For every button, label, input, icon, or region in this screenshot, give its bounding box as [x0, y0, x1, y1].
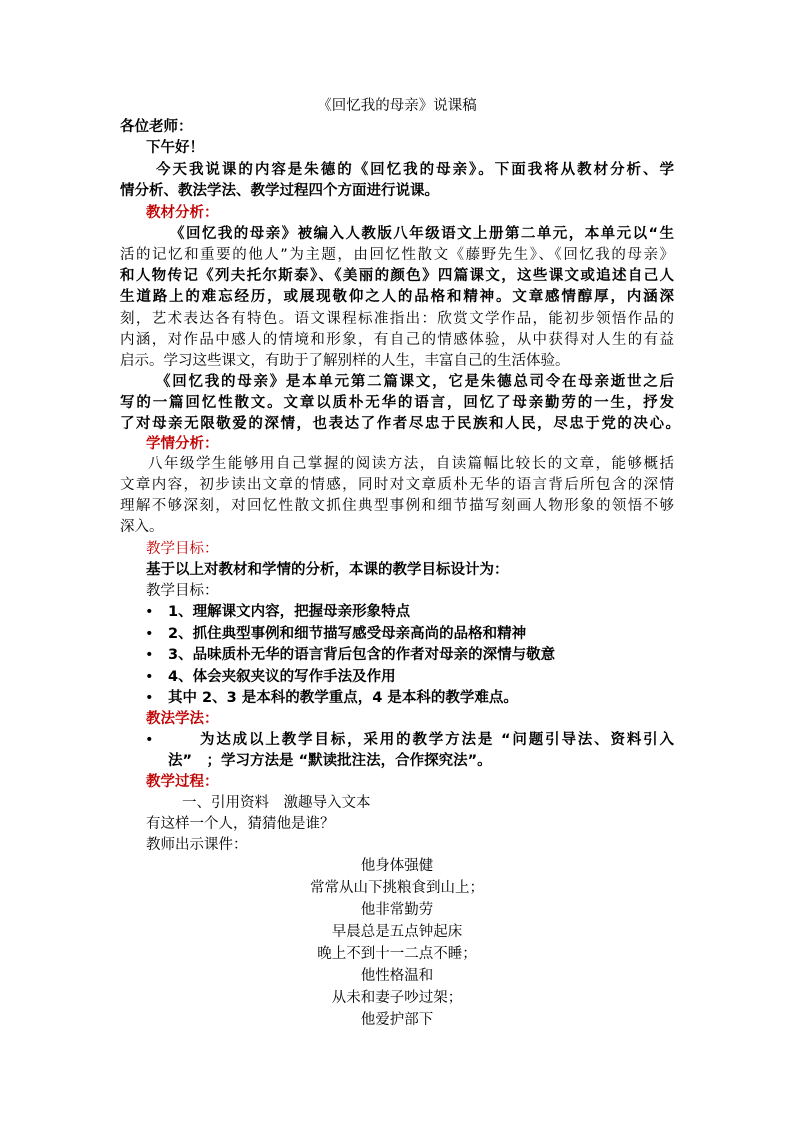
paragraph-line: 文章内容，初步读出文章的情感，同时对文章质朴无华的语言背后所包含的深情 [120, 477, 674, 493]
paragraph-line: 写的一篇回忆性散文。文章以质朴无华的语言，回忆了母亲勤劳的一生，抒发 [120, 395, 674, 411]
paragraph-line: 内涵，对作品中感人的情境和形象，有自己的情感体验，从中获得对人生的有益 [120, 332, 674, 348]
methods-line: 为达成以上教学目标，采用的教学方法是 “问题引导法、资料引入 [200, 732, 674, 748]
section-heading-goals: 教学目标： [146, 541, 219, 557]
poem-line: 他性格温和 [360, 968, 434, 984]
bullet-icon: • [145, 732, 154, 748]
bullet-icon: • [145, 647, 154, 663]
paragraph-line: 和人物传记《列夫托尔斯泰》、《美丽的颜色》四篇课文，这些课文或追述自己人 [120, 268, 674, 284]
poem-line: 早晨总是五点钟起床 [331, 924, 463, 940]
bullet-icon: • [145, 690, 154, 706]
poem-line: 晚上不到十一二点不睡； [317, 946, 477, 962]
section-heading-methods: 教法学法： [146, 711, 219, 727]
poem-line: 从未和妻子吵过架； [331, 990, 463, 1006]
goal-item: 4、体会夹叙夹议的写作手法及作用 [168, 669, 396, 685]
process-question: 有这样一个人，猜猜他是谁？ [146, 816, 335, 832]
paragraph-line: 启示。学习这些课文，有助于了解别样的人生，丰富自己的生活体验。 [120, 353, 570, 369]
poem-line: 他身体强健 [360, 858, 434, 874]
paragraph-line: 生道路上的难忘经历，或展现敬仰之人的品格和精神。文章感情醇厚，内涵深 [120, 289, 674, 305]
intro-line: 情分析、教法学法、教学过程四个方面进行说课。 [120, 183, 439, 199]
section-heading-process: 教学过程： [146, 774, 219, 790]
paragraph-line: 《回忆我的母亲》被编入人教版八年级语文上册第二单元，本单元以“生 [170, 226, 674, 242]
bullet-icon: • [145, 604, 154, 620]
paragraph-line: 深入。 [120, 519, 164, 535]
goal-item: 3、品味质朴无华的语言背后包含的作者对母亲的深情与敬意 [168, 647, 556, 663]
poem-line: 他非常勤劳 [360, 902, 434, 918]
goal-item: 其中 2、3 是本科的教学重点，4 是本科的教学难点。 [168, 690, 518, 706]
paragraph-line: 了对母亲无限敬爱的深情，也表达了作者尽忠于民族和人民，尽忠于党的决心。 [120, 416, 680, 432]
paragraph-line: 理解不够深刻，对回忆性散文抓住典型事例和细节描写刻画人物形象的领悟不够 [120, 498, 674, 514]
section-heading-textbook: 教材分析： [146, 205, 219, 221]
poem-line: 常常从山下挑粮食到山上； [310, 880, 484, 896]
goals-subheading: 教学目标： [146, 583, 219, 599]
bullet-icon: • [145, 669, 154, 685]
methods-line: 法” ；学习方法是 “默读批注法，合作探究法”。 [168, 753, 492, 769]
greeting-hello: 下午好！ [146, 140, 204, 156]
bullet-icon: • [145, 626, 154, 642]
salutation: 各位老师： [120, 119, 193, 135]
process-show: 教师出示课件： [146, 837, 248, 853]
goal-item: 1、理解课文内容，把握母亲形象特点 [168, 604, 411, 620]
paragraph-line: 《回忆我的母亲》是本单元第二篇课文，它是朱德总司令在母亲逝世之后 [156, 374, 674, 390]
process-step: 一、引用资料 激趣导入文本 [182, 795, 371, 811]
paragraph-line: 活的记忆和重要的他人”为主题，由回忆性散文《藤野先生》、《回忆我的母亲》 [120, 247, 674, 263]
intro-line: 今天我说课的内容是朱德的《回忆我的母亲》。下面我将从教材分析、学 [156, 162, 674, 178]
paragraph-line: 八年级学生能够用自己掌握的阅读方法，自读篇幅比较长的文章，能够概括 [148, 456, 674, 472]
page-title: 《回忆我的母亲》说课稿 [317, 98, 477, 114]
goals-intro: 基于以上对教材和学情的分析，本课的教学目标设计为： [146, 562, 509, 578]
goal-item: 2、抓住典型事例和细节描写感受母亲高尚的品格和精神 [168, 626, 527, 642]
poem-line: 他爱护部下 [360, 1012, 434, 1028]
paragraph-line: 刻，艺术表达各有特色。语文课程标准指出：欣赏文学作品，能初步领悟作品的 [120, 311, 674, 327]
section-heading-student: 学情分析： [146, 436, 219, 452]
